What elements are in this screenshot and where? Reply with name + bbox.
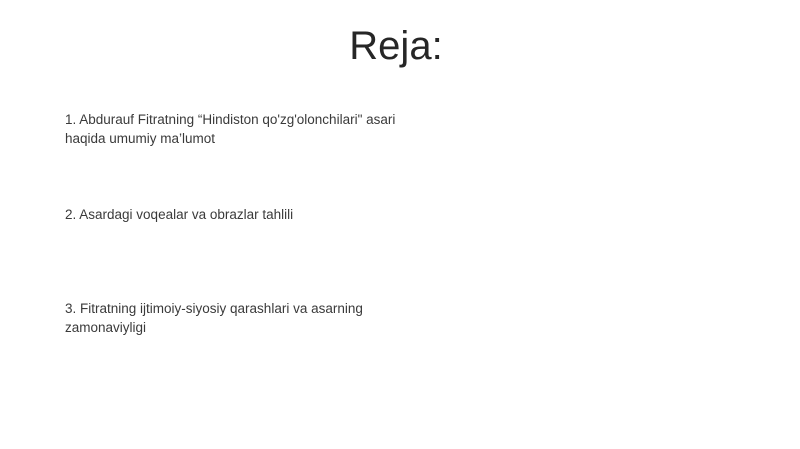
plan-item-2: 2. Asardagi voqealar va obrazlar tahlili xyxy=(65,207,294,222)
plan-item-3: 3. Fitratning ijtimoiy-siyosiy qarashlari va asarning zamonaviyligi xyxy=(65,301,363,335)
plan-item-1: 1. Abdurauf Fitratning “Hindiston qo'zg'olonchilari" asari haqida umumiy ma’lumot xyxy=(65,112,396,146)
slide-title: Reja: xyxy=(349,24,443,68)
